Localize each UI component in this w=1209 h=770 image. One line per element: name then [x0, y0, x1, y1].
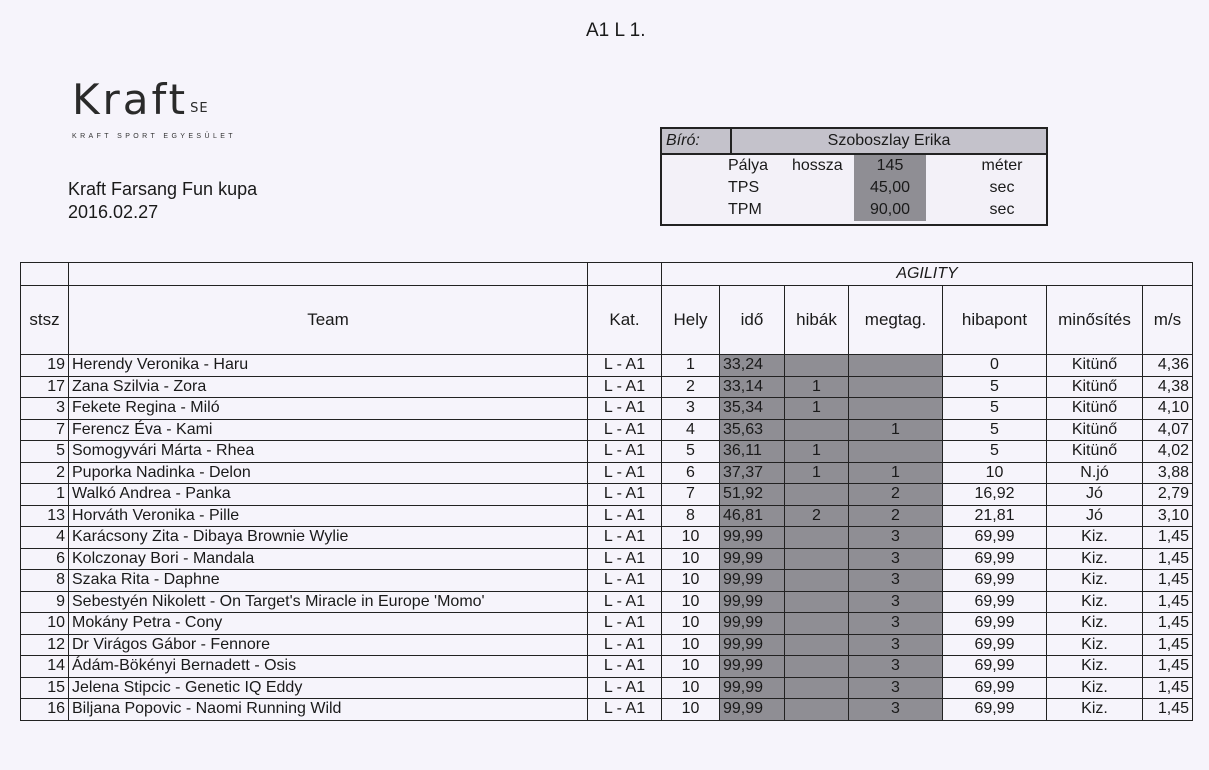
run-time-cell: 36,11 — [720, 441, 785, 463]
table-row — [21, 527, 1193, 549]
refusals-cell — [849, 376, 943, 398]
start-number-cell: 5 — [21, 441, 69, 463]
start-number-cell: 8 — [21, 570, 69, 592]
col-header: stsz — [21, 286, 69, 355]
rating-cell: Kitünő — [1047, 376, 1143, 398]
faults-cell — [785, 527, 849, 549]
run-time-cell: 99,99 — [720, 591, 785, 613]
speed-cell: 1,45 — [1143, 591, 1193, 613]
table-row — [21, 355, 1193, 377]
table-row — [21, 484, 1193, 506]
speed-cell: 4,07 — [1143, 419, 1193, 441]
faults-cell — [785, 634, 849, 656]
team-name-cell: Karácsony Zita - Dibaya Brownie Wylie — [69, 527, 588, 549]
table-row — [21, 699, 1193, 721]
category-cell: L - A1 — [588, 699, 662, 721]
table-row — [21, 613, 1193, 635]
start-number-cell: 6 — [21, 548, 69, 570]
category-cell: L - A1 — [588, 656, 662, 678]
run-time-cell: 46,81 — [720, 505, 785, 527]
faults-cell — [785, 484, 849, 506]
refusals-cell: 3 — [849, 656, 943, 678]
category-cell: L - A1 — [588, 570, 662, 592]
speed-cell: 4,02 — [1143, 441, 1193, 463]
param-sublabel: hossza — [792, 157, 843, 174]
faults-cell — [785, 613, 849, 635]
judge-param-row — [662, 177, 1046, 199]
section-band — [21, 263, 1193, 286]
speed-cell: 1,45 — [1143, 527, 1193, 549]
rating-cell: Kitünő — [1047, 398, 1143, 420]
start-number-cell: 1 — [21, 484, 69, 506]
table-row — [21, 441, 1193, 463]
team-name-cell: Zana Szilvia - Zora — [69, 376, 588, 398]
start-number-cell: 9 — [21, 591, 69, 613]
speed-cell: 1,45 — [1143, 699, 1193, 721]
start-number-cell: 17 — [21, 376, 69, 398]
run-time-cell: 35,34 — [720, 398, 785, 420]
refusals-cell: 3 — [849, 591, 943, 613]
category-cell: L - A1 — [588, 484, 662, 506]
penalty-points-cell: 69,99 — [943, 634, 1047, 656]
run-time-cell: 99,99 — [720, 677, 785, 699]
faults-cell — [785, 591, 849, 613]
refusals-cell — [849, 398, 943, 420]
refusals-cell: 3 — [849, 570, 943, 592]
club-logo — [72, 75, 236, 140]
faults-cell: 1 — [785, 398, 849, 420]
category-cell: L - A1 — [588, 419, 662, 441]
category-cell: L - A1 — [588, 505, 662, 527]
table-row — [21, 656, 1193, 678]
penalty-points-cell: 16,92 — [943, 484, 1047, 506]
penalty-points-cell: 69,99 — [943, 570, 1047, 592]
penalty-points-cell: 69,99 — [943, 677, 1047, 699]
table-row — [21, 548, 1193, 570]
placement-cell: 3 — [662, 398, 720, 420]
refusals-cell: 2 — [849, 484, 943, 506]
team-name-cell: Ádám-Bökényi Bernadett - Osis — [69, 656, 588, 678]
event-title: Kraft Farsang Fun kupa — [68, 179, 258, 199]
placement-cell: 10 — [662, 634, 720, 656]
faults-cell — [785, 419, 849, 441]
placement-cell: 10 — [662, 699, 720, 721]
speed-cell: 1,45 — [1143, 656, 1193, 678]
rating-cell: Kitünő — [1047, 441, 1143, 463]
speed-cell: 1,45 — [1143, 548, 1193, 570]
faults-cell — [785, 656, 849, 678]
results-table — [20, 262, 1193, 721]
table-row — [21, 634, 1193, 656]
agility-section-label: AGILITY — [662, 263, 1193, 286]
table-row — [21, 398, 1193, 420]
start-number-cell: 14 — [21, 656, 69, 678]
team-name-cell: Horváth Veronika - Pille — [69, 505, 588, 527]
judge-label: Bíró: — [662, 129, 732, 153]
faults-cell: 1 — [785, 441, 849, 463]
run-time-cell: 99,99 — [720, 527, 785, 549]
param-value: 90,00 — [854, 199, 926, 221]
speed-cell: 2,79 — [1143, 484, 1193, 506]
run-time-cell: 99,99 — [720, 656, 785, 678]
param-unit: sec — [989, 179, 1015, 196]
rating-cell: Kiz. — [1047, 591, 1143, 613]
judge-param-row — [662, 155, 1046, 177]
refusals-cell: 2 — [849, 505, 943, 527]
param-unit: méter — [981, 157, 1023, 174]
placement-cell: 8 — [662, 505, 720, 527]
placement-cell: 10 — [662, 548, 720, 570]
faults-cell: 2 — [785, 505, 849, 527]
table-row — [21, 677, 1193, 699]
start-number-cell: 16 — [21, 699, 69, 721]
penalty-points-cell: 69,99 — [943, 613, 1047, 635]
penalty-points-cell: 5 — [943, 398, 1047, 420]
col-header: hibapont — [943, 286, 1047, 355]
placement-cell: 10 — [662, 570, 720, 592]
team-name-cell: Fekete Regina - Miló — [69, 398, 588, 420]
run-time-cell: 33,14 — [720, 376, 785, 398]
refusals-cell: 3 — [849, 527, 943, 549]
category-cell: L - A1 — [588, 441, 662, 463]
rating-cell: N.jó — [1047, 462, 1143, 484]
penalty-points-cell: 5 — [943, 376, 1047, 398]
placement-cell: 7 — [662, 484, 720, 506]
team-name-cell: Biljana Popovic - Naomi Running Wild — [69, 699, 588, 721]
refusals-cell: 3 — [849, 677, 943, 699]
team-name-cell: Dr Virágos Gábor - Fennore — [69, 634, 588, 656]
placement-cell: 10 — [662, 591, 720, 613]
start-number-cell: 19 — [21, 355, 69, 377]
category-cell: L - A1 — [588, 634, 662, 656]
run-time-cell: 99,99 — [720, 570, 785, 592]
rating-cell: Jó — [1047, 505, 1143, 527]
judge-header — [662, 129, 1046, 155]
table-row — [21, 570, 1193, 592]
penalty-points-cell: 69,99 — [943, 527, 1047, 549]
refusals-cell: 3 — [849, 548, 943, 570]
start-number-cell: 2 — [21, 462, 69, 484]
rating-cell: Kitünő — [1047, 355, 1143, 377]
penalty-points-cell: 21,81 — [943, 505, 1047, 527]
rating-cell: Kiz. — [1047, 613, 1143, 635]
team-name-cell: Herendy Veronika - Haru — [69, 355, 588, 377]
run-time-cell: 35,63 — [720, 419, 785, 441]
table-row — [21, 462, 1193, 484]
refusals-cell: 1 — [849, 419, 943, 441]
column-headers — [21, 286, 1193, 355]
speed-cell: 1,45 — [1143, 634, 1193, 656]
param-unit: sec — [989, 201, 1015, 218]
col-header: m/s — [1143, 286, 1193, 355]
penalty-points-cell: 69,99 — [943, 548, 1047, 570]
faults-cell — [785, 699, 849, 721]
param-label: TPM — [728, 201, 762, 218]
param-label: Pálya — [728, 157, 769, 174]
speed-cell: 3,88 — [1143, 462, 1193, 484]
rating-cell: Jó — [1047, 484, 1143, 506]
rating-cell: Kiz. — [1047, 527, 1143, 549]
rating-cell: Kiz. — [1047, 677, 1143, 699]
placement-cell: 6 — [662, 462, 720, 484]
col-header: Hely — [662, 286, 720, 355]
refusals-cell: 1 — [849, 462, 943, 484]
col-header: idő — [720, 286, 785, 355]
placement-cell: 1 — [662, 355, 720, 377]
category-cell: L - A1 — [588, 527, 662, 549]
param-value: 145 — [854, 155, 926, 177]
placement-cell: 10 — [662, 613, 720, 635]
run-time-cell: 99,99 — [720, 699, 785, 721]
penalty-points-cell: 5 — [943, 419, 1047, 441]
faults-cell: 1 — [785, 376, 849, 398]
refusals-cell: 3 — [849, 634, 943, 656]
category-cell: L - A1 — [588, 613, 662, 635]
run-time-cell: 99,99 — [720, 613, 785, 635]
speed-cell: 1,45 — [1143, 677, 1193, 699]
param-value: 45,00 — [854, 177, 926, 199]
category-cell: L - A1 — [588, 355, 662, 377]
faults-cell: 1 — [785, 462, 849, 484]
placement-cell: 10 — [662, 527, 720, 549]
team-name-cell: Kolczonay Bori - Mandala — [69, 548, 588, 570]
team-name-cell: Sebestyén Nikolett - On Target's Miracle in Europe 'Momo' — [69, 591, 588, 613]
team-name-cell: Walkó Andrea - Panka — [69, 484, 588, 506]
event-date: 2016.02.27 — [68, 202, 159, 222]
run-time-cell: 51,92 — [720, 484, 785, 506]
table-row — [21, 591, 1193, 613]
page-code: A1 L 1. — [586, 20, 646, 41]
run-time-cell: 99,99 — [720, 634, 785, 656]
penalty-points-cell: 5 — [943, 441, 1047, 463]
speed-cell: 4,10 — [1143, 398, 1193, 420]
team-name-cell: Puporka Nadinka - Delon — [69, 462, 588, 484]
faults-cell — [785, 677, 849, 699]
penalty-points-cell: 69,99 — [943, 591, 1047, 613]
faults-cell — [785, 355, 849, 377]
penalty-points-cell: 10 — [943, 462, 1047, 484]
judge-param-row — [662, 199, 1046, 221]
refusals-cell: 3 — [849, 613, 943, 635]
speed-cell: 4,36 — [1143, 355, 1193, 377]
rating-cell: Kiz. — [1047, 570, 1143, 592]
table-row — [21, 376, 1193, 398]
category-cell: L - A1 — [588, 677, 662, 699]
rating-cell: Kiz. — [1047, 699, 1143, 721]
category-cell: L - A1 — [588, 462, 662, 484]
col-header: minősítés — [1047, 286, 1143, 355]
category-cell: L - A1 — [588, 376, 662, 398]
col-header: Kat. — [588, 286, 662, 355]
judge-name: Szoboszlay Erika — [827, 132, 951, 149]
start-number-cell: 12 — [21, 634, 69, 656]
team-name-cell: Jelena Stipcic - Genetic IQ Eddy — [69, 677, 588, 699]
category-cell: L - A1 — [588, 548, 662, 570]
col-header: megtag. — [849, 286, 943, 355]
start-number-cell: 3 — [21, 398, 69, 420]
faults-cell — [785, 570, 849, 592]
team-name-cell: Somogyvári Márta - Rhea — [69, 441, 588, 463]
category-cell: L - A1 — [588, 591, 662, 613]
table-row — [21, 505, 1193, 527]
start-number-cell: 4 — [21, 527, 69, 549]
rating-cell: Kitünő — [1047, 419, 1143, 441]
rating-cell: Kiz. — [1047, 656, 1143, 678]
run-time-cell: 37,37 — [720, 462, 785, 484]
logo-tagline: KRAFT SPORT EGYESÜLET — [72, 133, 236, 140]
rating-cell: Kiz. — [1047, 548, 1143, 570]
team-name-cell: Mokány Petra - Cony — [69, 613, 588, 635]
run-time-cell: 33,24 — [720, 355, 785, 377]
start-number-cell: 7 — [21, 419, 69, 441]
run-time-cell: 99,99 — [720, 548, 785, 570]
refusals-cell — [849, 441, 943, 463]
rating-cell: Kiz. — [1047, 634, 1143, 656]
col-header: hibák — [785, 286, 849, 355]
team-name-cell: Szaka Rita - Daphne — [69, 570, 588, 592]
faults-cell — [785, 548, 849, 570]
speed-cell: 1,45 — [1143, 570, 1193, 592]
team-name-cell: Ferencz Éva - Kami — [69, 419, 588, 441]
start-number-cell: 15 — [21, 677, 69, 699]
start-number-cell: 13 — [21, 505, 69, 527]
speed-cell: 1,45 — [1143, 613, 1193, 635]
placement-cell: 4 — [662, 419, 720, 441]
param-label: TPS — [728, 179, 760, 196]
placement-cell: 10 — [662, 677, 720, 699]
start-number-cell: 10 — [21, 613, 69, 635]
speed-cell: 3,10 — [1143, 505, 1193, 527]
logo-wordmark: Kraft $^{SE}$ — [72, 75, 209, 124]
penalty-points-cell: 69,99 — [943, 656, 1047, 678]
event-info — [68, 178, 257, 224]
penalty-points-cell: 69,99 — [943, 699, 1047, 721]
refusals-cell: 3 — [849, 699, 943, 721]
speed-cell: 4,38 — [1143, 376, 1193, 398]
penalty-points-cell: 0 — [943, 355, 1047, 377]
placement-cell: 10 — [662, 656, 720, 678]
placement-cell: 2 — [662, 376, 720, 398]
table-row — [21, 419, 1193, 441]
col-header: Team — [69, 286, 588, 355]
judge-box — [660, 127, 1048, 226]
category-cell: L - A1 — [588, 398, 662, 420]
refusals-cell — [849, 355, 943, 377]
placement-cell: 5 — [662, 441, 720, 463]
